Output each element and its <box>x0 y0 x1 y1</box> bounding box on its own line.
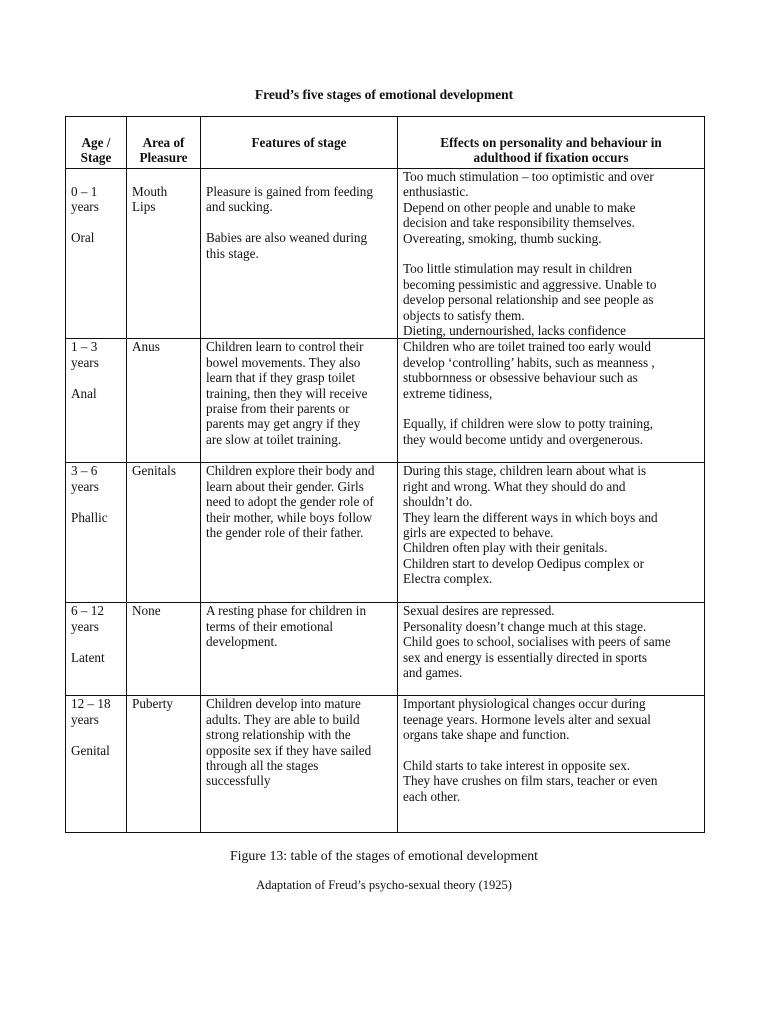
text-line: They have crushes on film stars, teacher or even <box>403 773 658 789</box>
text-line: successfully <box>206 773 271 789</box>
text-line: decision and take responsibility themselves. <box>403 215 635 231</box>
features-text <box>206 696 392 788</box>
text-line: Children who are toilet trained too early would <box>403 339 651 355</box>
figure-caption: Figure 13: table of the stages of emotional development <box>229 848 539 863</box>
text-line: During this stage, children learn about what is <box>403 463 647 479</box>
stage-name: Oral <box>71 230 95 246</box>
features-text <box>206 463 392 540</box>
text-line: develop ‘controlling’ habits, such as meanness , <box>403 354 655 370</box>
text-line: develop personal relationship and see people as <box>403 292 654 308</box>
cell-features <box>201 339 398 463</box>
text-line: Equally, if children were slow to potty training, <box>403 416 654 432</box>
text-line: training, then they will receive <box>206 385 368 401</box>
text-line: strong relationship with the <box>206 727 351 743</box>
text-line: terms of their emotional <box>206 618 334 634</box>
stage-name: Anal <box>71 385 97 401</box>
text-line: this stage. <box>206 245 259 261</box>
text-line: learn about their gender. Girls <box>206 478 364 494</box>
features-text <box>206 339 392 447</box>
text-line: Children develop into mature <box>206 696 361 712</box>
text-line: opposite sex if they have sailed <box>206 742 372 758</box>
text-line: Sexual desires are repressed. <box>403 603 555 619</box>
text-line: Important physiological changes occur during <box>403 696 646 712</box>
text-line: parents may get angry if they <box>206 416 361 432</box>
text-line: They learn the different ways in which boys and <box>403 509 658 525</box>
header-effects <box>398 117 705 169</box>
text-line: adults. They are able to build <box>206 711 360 727</box>
cell-age <box>66 169 127 339</box>
area-line1: Mouth <box>132 184 168 199</box>
header-area-line2: Pleasure <box>139 150 188 166</box>
text-line: development. <box>206 634 278 650</box>
stage-name: Latent <box>71 649 105 665</box>
cell-area <box>127 603 201 696</box>
area-line1: Puberty <box>132 696 174 712</box>
text-line: A resting phase for children in <box>206 603 367 619</box>
header-age-line1: Age / <box>81 135 111 150</box>
text-line: enthusiastic. <box>403 184 469 200</box>
table-row <box>66 603 705 696</box>
header-effects-line1: Effects on personality and behaviour in <box>440 135 662 150</box>
effects-text <box>403 339 699 447</box>
text-line: Overeating, smoking, thumb sucking. <box>403 230 602 246</box>
text-line: praise from their parents or <box>206 401 350 417</box>
age-range: 12 – 18 <box>71 696 111 712</box>
text-line: extreme tidiness, <box>403 385 493 401</box>
paragraph-gap <box>403 401 699 416</box>
age-unit: years <box>71 618 99 634</box>
text-line: shouldn’t do. <box>403 494 473 510</box>
text-line: Children learn to control their <box>206 339 364 355</box>
age-range: 0 – 1 <box>71 184 98 199</box>
cell-area <box>127 339 201 463</box>
header-area <box>127 117 201 169</box>
text-line: Too much stimulation – too optimistic and over <box>403 169 654 184</box>
cell-effects <box>398 696 705 833</box>
header-age-line2: Stage <box>80 150 112 166</box>
age-range: 3 – 6 <box>71 463 98 479</box>
cell-effects <box>398 463 705 603</box>
header-effects-line2: adulthood if fixation occurs <box>473 150 629 166</box>
cell-effects <box>398 603 705 696</box>
text-line: and sucking. <box>206 199 273 215</box>
text-line: becoming pessimistic and aggressive. Unable to <box>403 276 657 292</box>
features-text <box>206 184 392 261</box>
text-line: each other. <box>403 788 461 804</box>
header-row <box>66 117 705 169</box>
text-line: through all the stages <box>206 758 319 774</box>
text-line: and games. <box>403 665 463 681</box>
text-line: Dieting, undernourished, lacks confidence <box>403 323 627 339</box>
age-unit: years <box>71 354 99 370</box>
text-line: Children start to develop Oedipus complex or <box>403 555 644 571</box>
text-line: Children explore their body and <box>206 463 375 479</box>
text-line: they would become untidy and overgenerous. <box>403 431 644 447</box>
area-line1: None <box>132 603 161 619</box>
cell-features <box>201 603 398 696</box>
text-line: are slow at toilet training. <box>206 431 342 447</box>
table-row <box>66 339 705 463</box>
text-line: Children often play with their genitals. <box>403 540 608 556</box>
text-line: need to adopt the gender role of <box>206 494 374 510</box>
text-line: stubbornness or obsessive behaviour such as <box>403 370 638 386</box>
header-age <box>66 117 127 169</box>
cell-age <box>66 603 127 696</box>
figure-source: Adaptation of Freud’s psycho-sexual theory (1925) <box>256 878 512 892</box>
text-line: Depend on other people and unable to make <box>403 199 636 215</box>
paragraph-gap <box>403 246 699 261</box>
cell-age <box>66 696 127 833</box>
text-line: learn that if they grasp toilet <box>206 370 356 386</box>
text-line: bowel movements. They also <box>206 354 361 370</box>
text-line: Babies are also weaned during <box>206 230 368 246</box>
cell-area <box>127 696 201 833</box>
cell-features <box>201 463 398 603</box>
stage-name: Genital <box>71 742 110 758</box>
text-line: their mother, while boys follow <box>206 509 373 525</box>
effects-text <box>403 696 699 804</box>
cell-age <box>66 339 127 463</box>
text-line: sex and energy is essentially directed in sports <box>403 649 648 665</box>
effects-text <box>403 169 699 338</box>
text-line: Too little stimulation may result in children <box>403 261 633 277</box>
cell-area <box>127 463 201 603</box>
header-area-line1: Area of <box>142 135 185 150</box>
cell-area <box>127 169 201 339</box>
text-line: Personality doesn’t change much at this stage. <box>403 618 647 634</box>
text-line: Child starts to take interest in opposite sex. <box>403 758 631 774</box>
table-row <box>66 463 705 603</box>
text-line: teenage years. Hormone levels alter and sexual <box>403 711 651 727</box>
text-line: objects to satisfy them. <box>403 307 525 323</box>
text-line: the gender role of their father. <box>206 525 364 541</box>
age-unit: years <box>71 199 99 215</box>
table-row <box>66 169 705 339</box>
cell-effects <box>398 339 705 463</box>
text-line: right and wrong. What they should do and <box>403 478 626 494</box>
area-line1: Genitals <box>132 463 176 479</box>
header-features <box>201 117 398 169</box>
age-unit: years <box>71 478 99 494</box>
table-row <box>66 696 705 833</box>
cell-features <box>201 169 398 339</box>
text-line: organs take shape and function. <box>403 727 570 743</box>
cell-features <box>201 696 398 833</box>
header-features-label: Features of stage <box>251 135 347 150</box>
age-range: 1 – 3 <box>71 339 98 355</box>
effects-text <box>403 463 699 586</box>
area-line1: Anus <box>132 339 160 355</box>
text-line: Electra complex. <box>403 571 493 587</box>
text-line: Child goes to school, socialises with peers of same <box>403 634 671 650</box>
text-line: Pleasure is gained from feeding <box>206 184 373 199</box>
paragraph-gap <box>206 215 392 230</box>
area-line2: Lips <box>132 199 156 215</box>
paragraph-gap <box>403 743 699 758</box>
cell-age <box>66 463 127 603</box>
age-range: 6 – 12 <box>71 603 104 619</box>
cell-effects <box>398 169 705 339</box>
document-title: Freud’s five stages of emotional development <box>254 87 514 102</box>
stage-name: Phallic <box>71 509 108 525</box>
effects-text <box>403 603 699 680</box>
features-text <box>206 603 392 649</box>
stages-table <box>65 116 705 833</box>
text-line: girls are expected to behave. <box>403 525 554 541</box>
age-unit: years <box>71 711 99 727</box>
